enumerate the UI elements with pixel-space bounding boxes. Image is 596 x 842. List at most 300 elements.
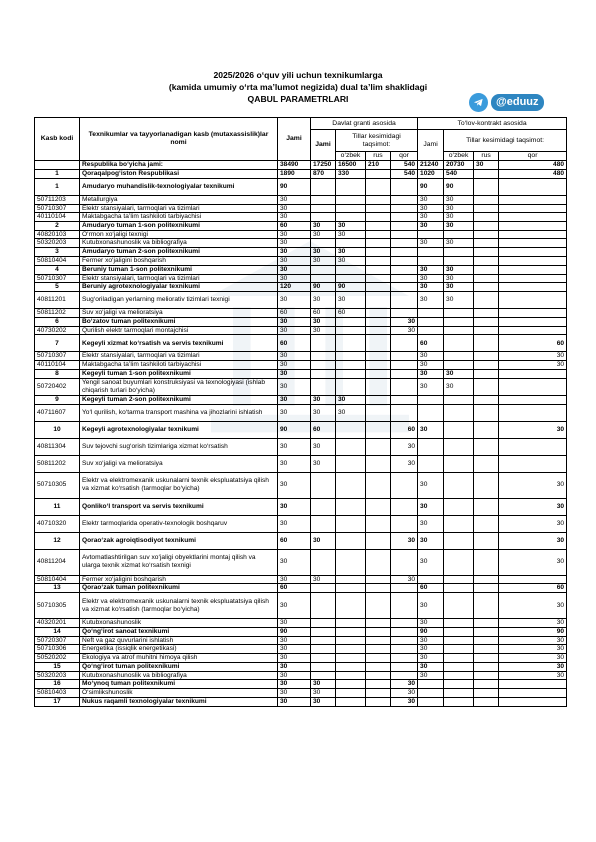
cell-d-qor <box>391 292 418 309</box>
cell-name: Kegeyli tuman 2-son politexnikumi <box>80 395 278 404</box>
profession-row <box>35 438 567 455</box>
cell-d-jami <box>311 549 336 575</box>
cell-d-qor <box>391 256 418 265</box>
cell-name: Ekologiya va atrof muhitni himoya qilish <box>80 653 278 662</box>
cell-code: 50720402 <box>35 378 80 395</box>
cell-t-uz: 90 <box>444 179 474 196</box>
profession-row <box>35 309 567 318</box>
cell-name: Maktabgacha ta’lim tashkiloti tarbiyachisi <box>80 213 278 222</box>
admission-table <box>34 117 567 707</box>
cell-t-jami: 30 <box>418 472 444 498</box>
cell-jami: 30 <box>278 515 311 532</box>
cell-t-uz <box>444 352 474 361</box>
cell-d-jami <box>311 352 336 361</box>
cell-d-qor: 30 <box>391 689 418 698</box>
cell-name: Qurilish elektr tarmoqlari montajchisi <box>80 326 278 335</box>
cell-code: 40110104 <box>35 360 80 369</box>
cell-d-uz <box>336 265 366 274</box>
cell-d-rus <box>366 689 391 698</box>
cell-d-rus <box>366 653 391 662</box>
cell-d-rus <box>366 230 391 239</box>
cell-d-rus <box>366 421 391 438</box>
cell-d-jami <box>311 645 336 654</box>
cell-name: Kutubxonashunoslik va bibliografiya <box>80 239 278 248</box>
header-davlat-jami: Jami <box>311 130 336 161</box>
cell-t-jami: 60 <box>418 584 444 593</box>
title-line-3: QABUL PARAMETRLARI <box>247 94 349 104</box>
cell-t-uz <box>444 335 474 352</box>
cell-d-qor <box>391 204 418 213</box>
cell-t-jami: 90 <box>418 179 444 196</box>
cell-code: 4 <box>35 265 80 274</box>
telegram-icon <box>469 93 488 112</box>
cell-t-jami <box>418 404 444 421</box>
header-davlat-qor: qor <box>391 152 418 161</box>
institution-row <box>35 662 567 671</box>
cell-t-jami: 30 <box>418 593 444 619</box>
cell-d-uz <box>336 645 366 654</box>
cell-t-qor <box>499 689 567 698</box>
cell-d-jami <box>311 584 336 593</box>
cell-t-rus <box>474 697 499 706</box>
cell-t-uz <box>444 593 474 619</box>
institution-row <box>35 317 567 326</box>
cell-t-rus <box>474 265 499 274</box>
cell-d-rus <box>366 395 391 404</box>
cell-d-qor <box>391 369 418 378</box>
cell-t-jami: 30 <box>418 671 444 680</box>
cell-d-uz: 30 <box>336 256 366 265</box>
cell-jami: 30 <box>278 472 311 498</box>
cell-d-qor <box>391 213 418 222</box>
cell-d-jami: 30 <box>311 697 336 706</box>
cell-d-qor <box>391 196 418 205</box>
cell-t-uz: 30 <box>444 204 474 213</box>
cell-t-rus <box>474 619 499 628</box>
cell-code <box>35 161 80 170</box>
cell-t-uz <box>444 619 474 628</box>
cell-t-rus <box>474 584 499 593</box>
cell-name: Yo‘l qurilish, ko‘tarma transport mashina va jihozlarini ishlatish <box>80 404 278 421</box>
cell-d-uz <box>336 472 366 498</box>
cell-d-jami <box>311 335 336 352</box>
cell-t-uz <box>444 472 474 498</box>
profession-row <box>35 404 567 421</box>
cell-t-uz <box>444 498 474 515</box>
cell-jami: 120 <box>278 283 311 292</box>
cell-t-jami: 30 <box>418 378 444 395</box>
eduuz-logo[interactable] <box>469 93 551 112</box>
cell-t-rus <box>474 662 499 671</box>
cell-t-uz <box>444 636 474 645</box>
table-body <box>35 161 567 707</box>
cell-t-uz <box>444 256 474 265</box>
cell-t-qor <box>499 378 567 395</box>
cell-name: Elektr stansiyalari, tarmoqlari va tizimlari <box>80 204 278 213</box>
total-row <box>35 161 567 170</box>
cell-t-rus <box>474 689 499 698</box>
cell-name: Qonliko‘l transport va servis texnikumi <box>80 498 278 515</box>
cell-d-uz <box>336 213 366 222</box>
profession-row <box>35 636 567 645</box>
cell-jami: 30 <box>278 265 311 274</box>
profession-row <box>35 239 567 248</box>
cell-t-uz <box>444 627 474 636</box>
cell-d-uz <box>336 352 366 361</box>
cell-d-rus <box>366 404 391 421</box>
cell-t-rus <box>474 404 499 421</box>
cell-t-rus <box>474 283 499 292</box>
cell-t-uz <box>444 230 474 239</box>
cell-code: 50710307 <box>35 352 80 361</box>
cell-d-jami <box>311 515 336 532</box>
cell-t-uz <box>444 360 474 369</box>
header-tolov-rus: rus <box>474 152 499 161</box>
cell-name: Fermer xo‘jaligini boshqarish <box>80 575 278 584</box>
cell-name: Respublika bo‘yicha jami: <box>80 161 278 170</box>
cell-t-jami <box>418 326 444 335</box>
cell-jami: 60 <box>278 584 311 593</box>
cell-jami: 90 <box>278 179 311 196</box>
cell-code: 50710305 <box>35 472 80 498</box>
cell-code: 15 <box>35 662 80 671</box>
cell-jami: 60 <box>278 532 311 549</box>
profession-row <box>35 292 567 309</box>
cell-d-jami: 30 <box>311 292 336 309</box>
cell-d-rus <box>366 575 391 584</box>
cell-code: 40320201 <box>35 619 80 628</box>
cell-d-uz <box>336 455 366 472</box>
cell-t-rus <box>474 256 499 265</box>
cell-t-jami: 30 <box>418 204 444 213</box>
cell-name: Amudaryo tuman 1-son politexnikumi <box>80 221 278 230</box>
cell-t-qor: 30 <box>499 421 567 438</box>
cell-d-jami <box>311 213 336 222</box>
cell-d-jami <box>311 498 336 515</box>
cell-d-rus <box>366 335 391 352</box>
cell-code: 1 <box>35 179 80 196</box>
cell-t-uz: 20730 <box>444 161 474 170</box>
cell-t-qor: 30 <box>499 515 567 532</box>
cell-code: 40710320 <box>35 515 80 532</box>
cell-code: 50710307 <box>35 274 80 283</box>
cell-t-rus: 30 <box>474 161 499 170</box>
header-davlat-tillar: Tillar kesimidagi taqsimot: <box>336 130 418 152</box>
cell-d-rus <box>366 438 391 455</box>
cell-name: Avtomatlashtirilgan suv xo‘jaligi obyektlarini montaj qilish va ularga texnik xizmat ko‘rsatish texnigi <box>80 549 278 575</box>
cell-name: Qoraqalpog‘iston Respublikasi <box>80 170 278 179</box>
cell-t-uz <box>444 247 474 256</box>
cell-t-uz: 30 <box>444 239 474 248</box>
cell-name: Metallurgiya <box>80 196 278 205</box>
cell-t-jami: 21240 <box>418 161 444 170</box>
cell-jami: 60 <box>278 309 311 318</box>
cell-t-qor <box>499 283 567 292</box>
header-tolov-kontrakt: To‘lov-kontrakt asosida <box>418 118 567 130</box>
cell-t-rus <box>474 438 499 455</box>
cell-t-rus <box>474 247 499 256</box>
cell-d-rus <box>366 515 391 532</box>
cell-jami: 30 <box>278 274 311 283</box>
cell-t-qor: 30 <box>499 636 567 645</box>
cell-d-uz: 16500 <box>336 161 366 170</box>
cell-t-jami: 30 <box>418 532 444 549</box>
cell-d-qor <box>391 404 418 421</box>
cell-t-qor <box>499 239 567 248</box>
cell-t-qor <box>499 292 567 309</box>
cell-t-rus <box>474 230 499 239</box>
cell-jami: 30 <box>278 317 311 326</box>
cell-d-qor: 30 <box>391 575 418 584</box>
cell-d-rus <box>366 213 391 222</box>
cell-name: Amudaryo muhandislik-texnologiyalar texnikumi <box>80 179 278 196</box>
cell-d-qor <box>391 593 418 619</box>
profession-row <box>35 645 567 654</box>
cell-t-rus <box>474 671 499 680</box>
cell-d-qor <box>391 378 418 395</box>
cell-d-rus <box>366 498 391 515</box>
cell-d-uz: 330 <box>336 170 366 179</box>
header-davlat-rus: rus <box>366 152 391 161</box>
profession-row <box>35 326 567 335</box>
cell-t-rus <box>474 653 499 662</box>
cell-d-jami: 30 <box>311 404 336 421</box>
cell-t-uz: 30 <box>444 265 474 274</box>
cell-t-jami: 30 <box>418 549 444 575</box>
cell-name: Sug‘oriladigan yerlarning meliorativ tizimlari texnigi <box>80 292 278 309</box>
cell-jami: 90 <box>278 421 311 438</box>
cell-d-qor <box>391 230 418 239</box>
cell-t-rus <box>474 532 499 549</box>
cell-d-uz <box>336 274 366 283</box>
cell-t-jami: 60 <box>418 335 444 352</box>
cell-d-uz <box>336 360 366 369</box>
cell-t-uz <box>444 317 474 326</box>
cell-d-jami: 17250 <box>311 161 336 170</box>
cell-code: 7 <box>35 335 80 352</box>
cell-code: 40811201 <box>35 292 80 309</box>
cell-name: Beruniy tuman 1-son politexnikumi <box>80 265 278 274</box>
cell-code: 12 <box>35 532 80 549</box>
cell-t-rus <box>474 221 499 230</box>
cell-jami: 30 <box>278 636 311 645</box>
cell-t-jami <box>418 689 444 698</box>
cell-jami: 30 <box>278 689 311 698</box>
cell-code: 50710307 <box>35 204 80 213</box>
cell-jami: 30 <box>278 256 311 265</box>
cell-t-jami <box>418 455 444 472</box>
cell-d-rus <box>366 369 391 378</box>
cell-code: 50810404 <box>35 575 80 584</box>
cell-d-uz <box>336 196 366 205</box>
cell-t-uz <box>444 680 474 689</box>
cell-t-uz: 30 <box>444 196 474 205</box>
cell-t-jami: 30 <box>418 515 444 532</box>
institution-row <box>35 369 567 378</box>
cell-jami: 30 <box>278 671 311 680</box>
cell-jami: 30 <box>278 455 311 472</box>
cell-d-qor: 30 <box>391 455 418 472</box>
cell-t-jami: 30 <box>418 213 444 222</box>
cell-t-uz <box>444 653 474 662</box>
cell-t-rus <box>474 179 499 196</box>
cell-t-rus <box>474 549 499 575</box>
cell-d-rus: 210 <box>366 161 391 170</box>
cell-name: Qorao‘zak tuman politexnikumi <box>80 584 278 593</box>
cell-d-uz <box>336 369 366 378</box>
cell-d-uz <box>336 498 366 515</box>
cell-d-jami <box>311 653 336 662</box>
cell-d-qor <box>391 221 418 230</box>
cell-name: Kutubxonashunoslik va bibliografiya <box>80 671 278 680</box>
cell-code: 40811204 <box>35 549 80 575</box>
cell-name: Suv xo‘jaligi va melioratsiya <box>80 455 278 472</box>
cell-d-qor <box>391 627 418 636</box>
cell-d-rus <box>366 378 391 395</box>
cell-d-qor <box>391 645 418 654</box>
cell-d-uz <box>336 239 366 248</box>
cell-t-uz <box>444 326 474 335</box>
cell-t-jami: 30 <box>418 636 444 645</box>
cell-d-jami: 30 <box>311 230 336 239</box>
cell-d-qor: 30 <box>391 532 418 549</box>
cell-jami: 30 <box>278 697 311 706</box>
cell-d-jami <box>311 204 336 213</box>
institution-row <box>35 247 567 256</box>
cell-t-rus <box>474 309 499 318</box>
cell-d-jami <box>311 239 336 248</box>
cell-t-uz: 30 <box>444 378 474 395</box>
cell-d-rus <box>366 697 391 706</box>
profession-row <box>35 352 567 361</box>
cell-d-rus <box>366 680 391 689</box>
cell-d-rus <box>366 549 391 575</box>
cell-d-jami: 30 <box>311 326 336 335</box>
institution-row <box>35 421 567 438</box>
cell-d-qor: 60 <box>391 421 418 438</box>
cell-code: 50320203 <box>35 671 80 680</box>
institution-row <box>35 584 567 593</box>
cell-jami: 30 <box>278 662 311 671</box>
cell-t-rus <box>474 680 499 689</box>
cell-t-qor <box>499 438 567 455</box>
cell-t-uz <box>444 455 474 472</box>
cell-d-qor: 30 <box>391 326 418 335</box>
cell-code: 50710305 <box>35 593 80 619</box>
cell-t-qor: 30 <box>499 532 567 549</box>
cell-code: 50711203 <box>35 196 80 205</box>
cell-t-qor: 60 <box>499 335 567 352</box>
cell-name: Suv tejovchi sug‘orish tizimlariga xizmat ko‘rsatish <box>80 438 278 455</box>
cell-d-uz <box>336 204 366 213</box>
institution-row <box>35 697 567 706</box>
cell-d-qor <box>391 352 418 361</box>
cell-d-uz <box>336 627 366 636</box>
cell-d-jami: 30 <box>311 256 336 265</box>
cell-t-jami: 30 <box>418 239 444 248</box>
cell-t-qor <box>499 575 567 584</box>
cell-d-rus <box>366 326 391 335</box>
cell-name: Mo‘ynoq tuman politexnikumi <box>80 680 278 689</box>
header-tolov-jami: Jami <box>418 130 444 161</box>
cell-name: Kegeyli agrotexnologiyalar texnikumi <box>80 421 278 438</box>
profession-row <box>35 230 567 239</box>
cell-t-uz <box>444 309 474 318</box>
cell-d-rus <box>366 239 391 248</box>
cell-d-rus <box>366 671 391 680</box>
cell-d-rus <box>366 179 391 196</box>
profession-row <box>35 274 567 283</box>
cell-d-rus <box>366 455 391 472</box>
cell-jami: 30 <box>278 378 311 395</box>
institution-row <box>35 221 567 230</box>
cell-jami: 30 <box>278 326 311 335</box>
cell-t-uz <box>444 395 474 404</box>
cell-d-rus <box>366 472 391 498</box>
cell-d-rus <box>366 247 391 256</box>
cell-d-rus <box>366 274 391 283</box>
institution-row <box>35 532 567 549</box>
cell-d-qor: 30 <box>391 697 418 706</box>
cell-d-qor <box>391 309 418 318</box>
cell-code: 50810403 <box>35 689 80 698</box>
cell-code: 8 <box>35 369 80 378</box>
cell-d-rus <box>366 292 391 309</box>
cell-d-uz <box>336 532 366 549</box>
cell-t-rus <box>474 498 499 515</box>
cell-t-qor <box>499 265 567 274</box>
cell-d-qor <box>391 662 418 671</box>
cell-d-uz <box>336 326 366 335</box>
cell-d-qor: 30 <box>391 317 418 326</box>
cell-d-qor <box>391 239 418 248</box>
cell-d-jami: 90 <box>311 283 336 292</box>
cell-d-jami <box>311 662 336 671</box>
cell-t-uz <box>444 532 474 549</box>
cell-t-rus <box>474 352 499 361</box>
cell-t-jami: 90 <box>418 627 444 636</box>
cell-name: Amudaryo tuman 2-son politexnikumi <box>80 247 278 256</box>
cell-t-qor <box>499 274 567 283</box>
cell-d-rus <box>366 619 391 628</box>
cell-name: Kutubxonashunoslik <box>80 619 278 628</box>
cell-jami: 30 <box>278 395 311 404</box>
cell-jami: 30 <box>278 239 311 248</box>
cell-t-rus <box>474 292 499 309</box>
cell-d-jami <box>311 179 336 196</box>
cell-name: Qorao‘zak agroiqtisodiyot texnikumi <box>80 532 278 549</box>
cell-d-jami: 60 <box>311 421 336 438</box>
cell-t-rus <box>474 575 499 584</box>
cell-jami: 30 <box>278 404 311 421</box>
cell-d-jami <box>311 369 336 378</box>
header-davlat-uzbek: o‘zbek <box>336 152 366 161</box>
profession-row <box>35 515 567 532</box>
cell-t-qor: 30 <box>499 472 567 498</box>
cell-d-uz: 30 <box>336 404 366 421</box>
cell-t-rus <box>474 395 499 404</box>
cell-d-uz: 90 <box>336 283 366 292</box>
cell-d-jami <box>311 360 336 369</box>
cell-name: Qo‘ng‘irot sanoat texnikumi <box>80 627 278 636</box>
cell-code: 50710306 <box>35 645 80 654</box>
cell-d-rus <box>366 196 391 205</box>
institution-row <box>35 335 567 352</box>
profession-row <box>35 455 567 472</box>
cell-d-uz <box>336 697 366 706</box>
cell-t-rus <box>474 636 499 645</box>
cell-code: 6 <box>35 317 80 326</box>
